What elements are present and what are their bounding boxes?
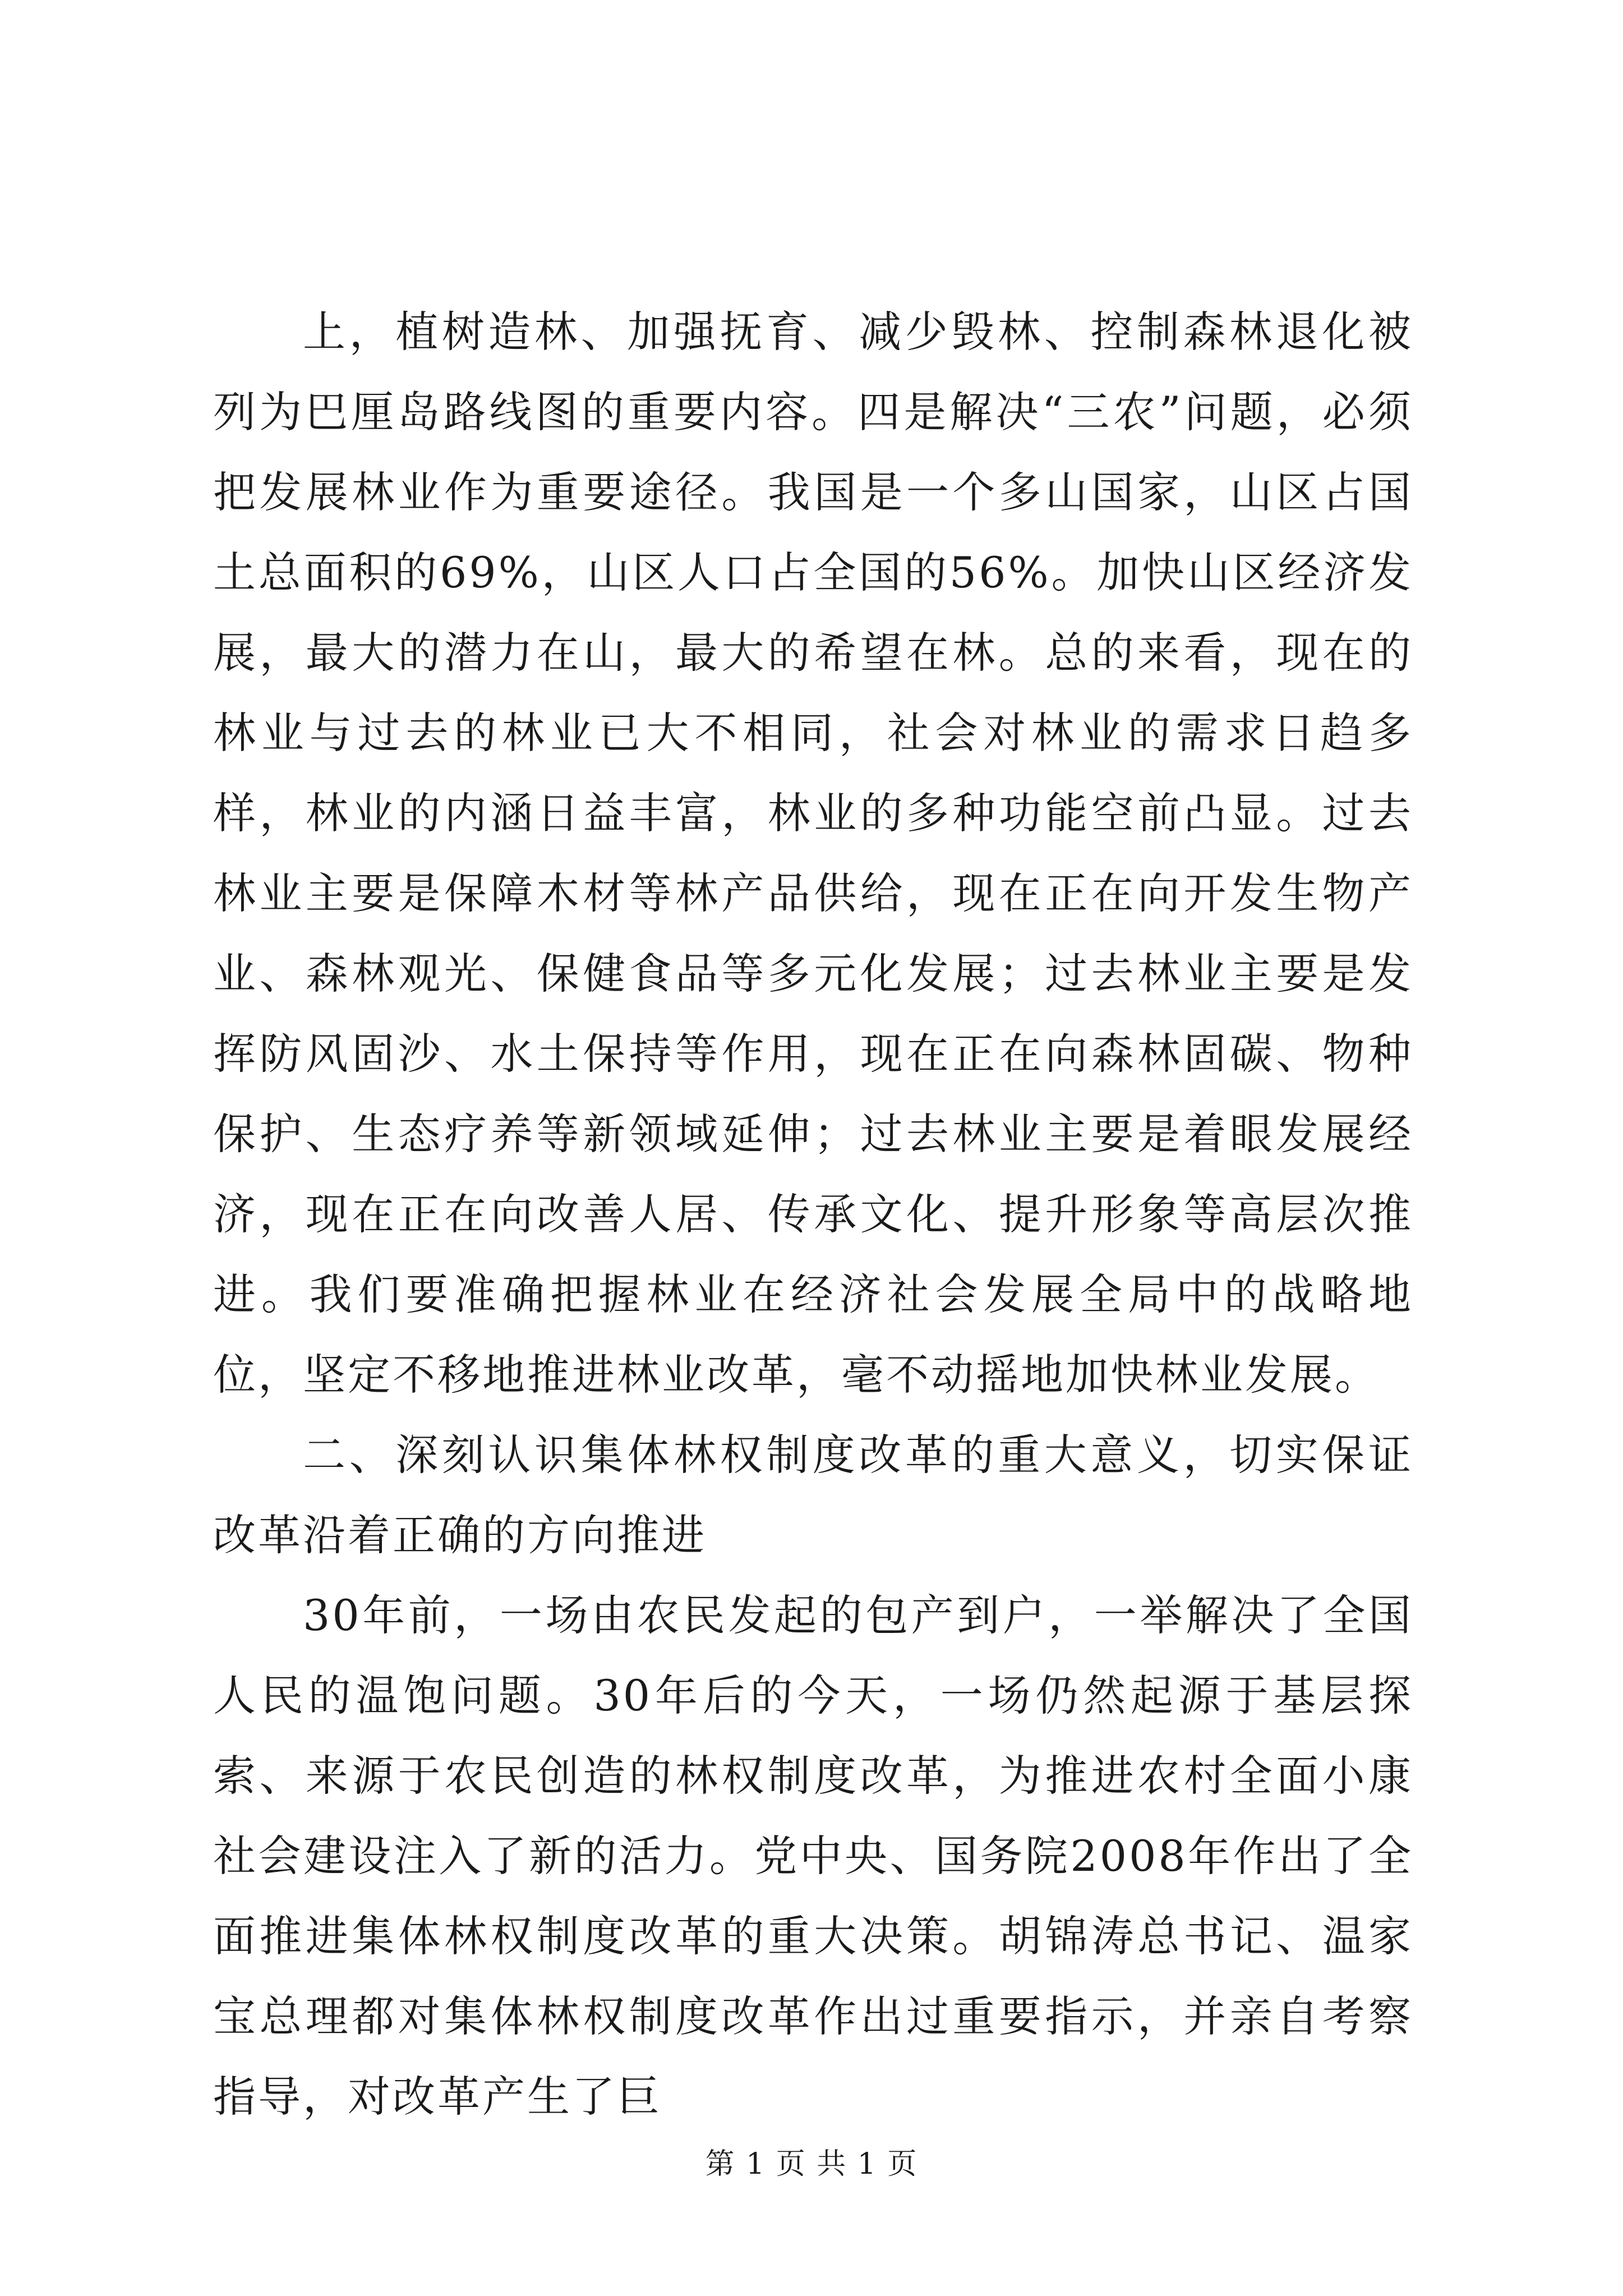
page-number-footer: 第 1 页 共 1 页	[705, 2147, 918, 2181]
paragraph-reform-history: 30年前，一场由农民发起的包产到户，一举解决了全国人民的温饱问题。30年后的今天，一场仍然起源于基层探索、来源于农民创造的林权制度改革，为推进农村全面小康社会建设注入了新的活力。党中央、国务院2008年作出了全面推进集体林权制度改革的重大决策。胡锦涛总书记、温家宝总理都对集体林权制度改革作出过重要指示，并亲自考察指导，对改革产生了巨	[213, 1590, 1413, 2122]
document-body	[213, 292, 1413, 2137]
paragraph-forestry-importance: 上，植树造林、加强抚育、减少毁林、控制森林退化被列为巴厘岛路线图的重要内容。四是解决“三农”问题，必须把发展林业作为重要途径。我国是一个多山国家，山区占国土总面积的69%，山区人口占全国的56%。加快山区经济发展，最大的潜力在山，最大的希望在林。总的来看，现在的林业与过去的林业已大不相同，社会对林业的需求日趋多样，林业的内涵日益丰富，林业的多种功能空前凸显。过去林业主要是保障木材等林产品供给，现在正在向开发生物产业、森林观光、保健食品等多元化发展；过去林业主要是发挥防风固沙、水土保持等作用，现在正在向森林固碳、物种保护、生态疗养等新领域延伸；过去林业主要是着眼发展经济，现在正在向改善人居、传承文化、提升形象等高层次推进。我们要准确把握林业在经济社会发展全局中的战略地位，坚定不移地推进林业改革，毫不动摇地加快林业发展。	[213, 307, 1413, 1400]
section-heading-collective-forest-reform: 二、深刻认识集体林权制度改革的重大意义，切实保证改革沿着正确的方向推进	[213, 1430, 1413, 1560]
